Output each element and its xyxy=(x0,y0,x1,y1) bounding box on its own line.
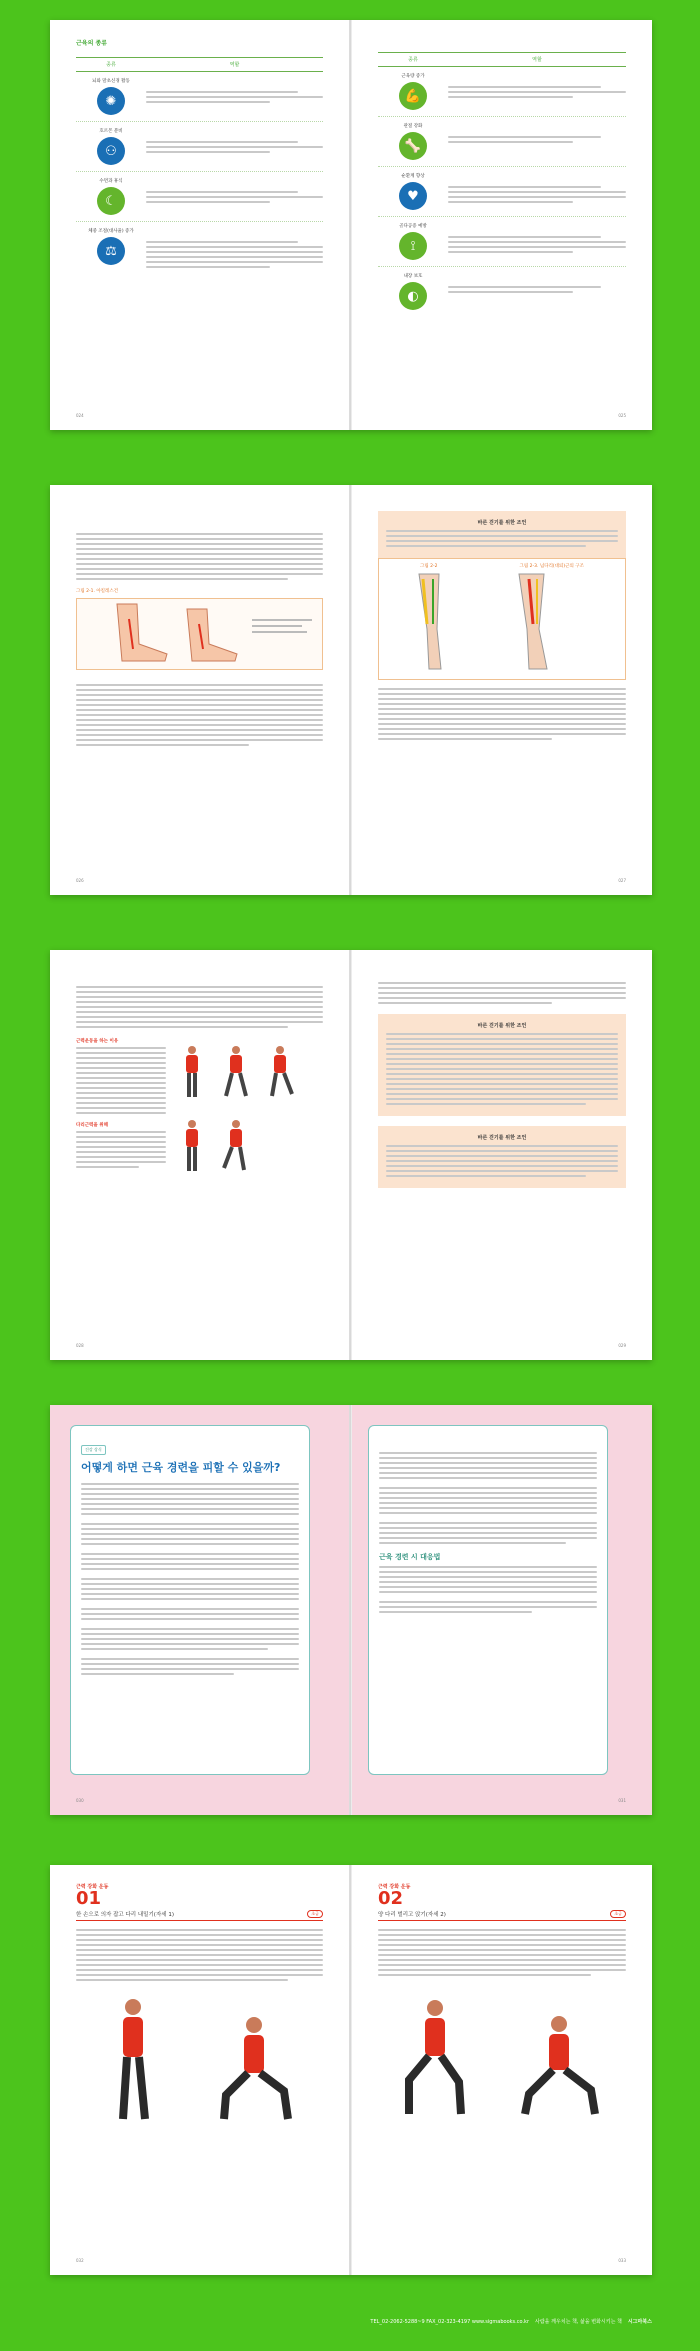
page-footer xyxy=(76,413,323,418)
table-row xyxy=(378,67,626,117)
figure-caption: 그림 2-3. 넙다리(대퇴)근의 구조 xyxy=(519,564,584,569)
difficulty-badge: 초급 xyxy=(610,1910,626,1918)
figure-caption: 그림 2-1. 아킬레스건 xyxy=(76,589,119,594)
page-left xyxy=(50,1865,350,2275)
header-type: 종류 xyxy=(106,62,116,68)
page-number: 030 xyxy=(76,1798,84,1803)
exercise-title-row xyxy=(76,1910,323,1921)
header-role: 역할 xyxy=(229,62,240,68)
exercise-photos xyxy=(174,1118,323,1174)
table-row xyxy=(378,117,626,167)
book-spread-3 xyxy=(50,950,652,1360)
page-left xyxy=(50,485,350,895)
muscle-icon: 💪 xyxy=(399,82,427,110)
tip-box xyxy=(378,1126,626,1188)
page-number: 027 xyxy=(618,878,626,883)
page-footer xyxy=(76,1343,323,1348)
table-header xyxy=(76,57,323,72)
brain-icon: ✺ xyxy=(97,87,125,115)
exercise-tag: 근력 강화 운동 xyxy=(378,1884,411,1890)
exercise-illustrations xyxy=(76,1995,323,2125)
exercise-illustrations xyxy=(378,1990,626,2120)
difficulty-badge: 초급 xyxy=(307,1910,323,1918)
info-subtitle: 근육 경련 시 대응법 xyxy=(379,1553,441,1561)
sleep-icon: ☾ xyxy=(97,187,125,215)
row-label: 수면과 휴식 xyxy=(99,179,123,184)
row-label: 뇌와 말초신경 활동 xyxy=(92,79,130,84)
table-row xyxy=(378,267,626,316)
page-footer xyxy=(378,413,626,418)
row-label: 호르몬 분비 xyxy=(99,129,123,134)
info-box xyxy=(70,1425,310,1775)
tip-box-title: 바른 걷기를 위한 조언 xyxy=(477,1135,527,1141)
page-left xyxy=(50,950,350,1360)
exercise-figure xyxy=(395,1990,475,2120)
page-footer xyxy=(378,1343,626,1348)
exercise-photo xyxy=(262,1044,298,1100)
header-role: 역할 xyxy=(532,57,542,63)
table-header xyxy=(378,52,626,67)
page-number: 024 xyxy=(76,413,84,418)
publisher-contact: TEL_02-2062-5288~9 FAX_02-323-4197 www.sigmabooks.co.kr xyxy=(370,2318,530,2325)
publisher-brand: 시그마북스 xyxy=(627,2319,652,2325)
book-spread-5 xyxy=(50,1865,652,2275)
table-row xyxy=(378,217,626,267)
table-row xyxy=(76,172,323,222)
info-tag: 건강 상식 xyxy=(81,1445,106,1455)
row-label: 체중 조절(대사율) 증가 xyxy=(88,229,134,234)
page-footer xyxy=(76,878,323,883)
hormone-icon: ⚇ xyxy=(97,137,125,165)
info-box xyxy=(368,1425,608,1775)
exercise-number: 02 xyxy=(378,1888,404,1909)
figure-caption: 그림 2-2 xyxy=(420,564,438,569)
page-number: 032 xyxy=(76,2258,84,2263)
exercise-photo xyxy=(174,1118,210,1174)
exercise-photos xyxy=(174,1044,323,1100)
page-footer xyxy=(76,2258,323,2263)
page-footer xyxy=(378,1798,626,1803)
page-footer xyxy=(76,1798,323,1803)
book-spread-4 xyxy=(50,1405,652,1815)
side-label: 다리근력을 위해 xyxy=(76,1123,108,1128)
tip-box-title: 바른 걷기를 위한 조언 xyxy=(477,1023,527,1029)
exercise-number: 01 xyxy=(76,1888,102,1909)
page-number: 025 xyxy=(618,413,626,418)
bone-icon: ⟟ xyxy=(399,232,427,260)
exercise-title: 양 다리 벌리고 앉기(자세 2) xyxy=(378,1912,446,1918)
row-label: 순환계 향상 xyxy=(401,174,425,179)
page-right xyxy=(352,950,652,1360)
scale-icon: ⚖ xyxy=(97,237,125,265)
exercise-figure xyxy=(206,1995,306,2125)
figure-thigh-muscles xyxy=(378,558,626,680)
book-spread-2 xyxy=(50,485,652,895)
joint-icon: 🦴 xyxy=(399,132,427,160)
row-label: 근육량 증가 xyxy=(401,74,425,79)
exercise-photo xyxy=(174,1044,210,1100)
page-number: 028 xyxy=(76,1343,84,1348)
page-right xyxy=(352,20,652,430)
table-row xyxy=(378,167,626,217)
info-title: 어떻게 하면 근육 경련을 피할 수 있을까? xyxy=(81,1461,281,1474)
publisher-footer xyxy=(370,2318,652,2325)
exercise-figure xyxy=(509,1990,609,2120)
header-type: 종류 xyxy=(408,57,418,63)
book-spread-1 xyxy=(50,20,652,430)
tip-box-title: 바른 걷기를 위한 조언 xyxy=(477,520,527,526)
page-number: 031 xyxy=(618,1798,626,1803)
row-label: 내장 보호 xyxy=(403,274,423,279)
page-footer xyxy=(378,2258,626,2263)
table-row xyxy=(76,122,323,172)
page-number: 029 xyxy=(618,1343,626,1348)
table-row xyxy=(76,72,323,122)
section-title: 근육의 종류 xyxy=(76,40,108,47)
exercise-figure xyxy=(93,1995,173,2125)
table-row xyxy=(76,222,323,277)
heart-icon: ♥ xyxy=(399,182,427,210)
row-label: 골다공증 예방 xyxy=(399,224,427,229)
exercise-title-row xyxy=(378,1910,626,1921)
exercise-title: 한 손으로 의자 잡고 다리 내밀기(자세 1) xyxy=(76,1912,174,1918)
page-number: 026 xyxy=(76,878,84,883)
page-left xyxy=(50,1405,350,1815)
page-right xyxy=(352,1865,652,2275)
side-label: 근력운동을 하는 이유 xyxy=(76,1039,119,1044)
page-right xyxy=(352,1405,652,1815)
page-number: 033 xyxy=(618,2258,626,2263)
row-label: 관절 강화 xyxy=(403,124,423,129)
tip-box xyxy=(378,511,626,558)
page-right xyxy=(352,485,652,895)
page-footer xyxy=(378,878,626,883)
publisher-slogan: 사람을 깨우치는 책, 삶을 변화시키는 책 xyxy=(535,2319,622,2325)
page-left xyxy=(50,20,350,430)
tip-box xyxy=(378,1014,626,1116)
stomach-icon: ◐ xyxy=(399,282,427,310)
figure-achilles xyxy=(76,598,323,670)
exercise-photo xyxy=(218,1044,254,1100)
exercise-photo xyxy=(218,1118,254,1174)
exercise-tag: 근력 강화 운동 xyxy=(76,1884,109,1890)
